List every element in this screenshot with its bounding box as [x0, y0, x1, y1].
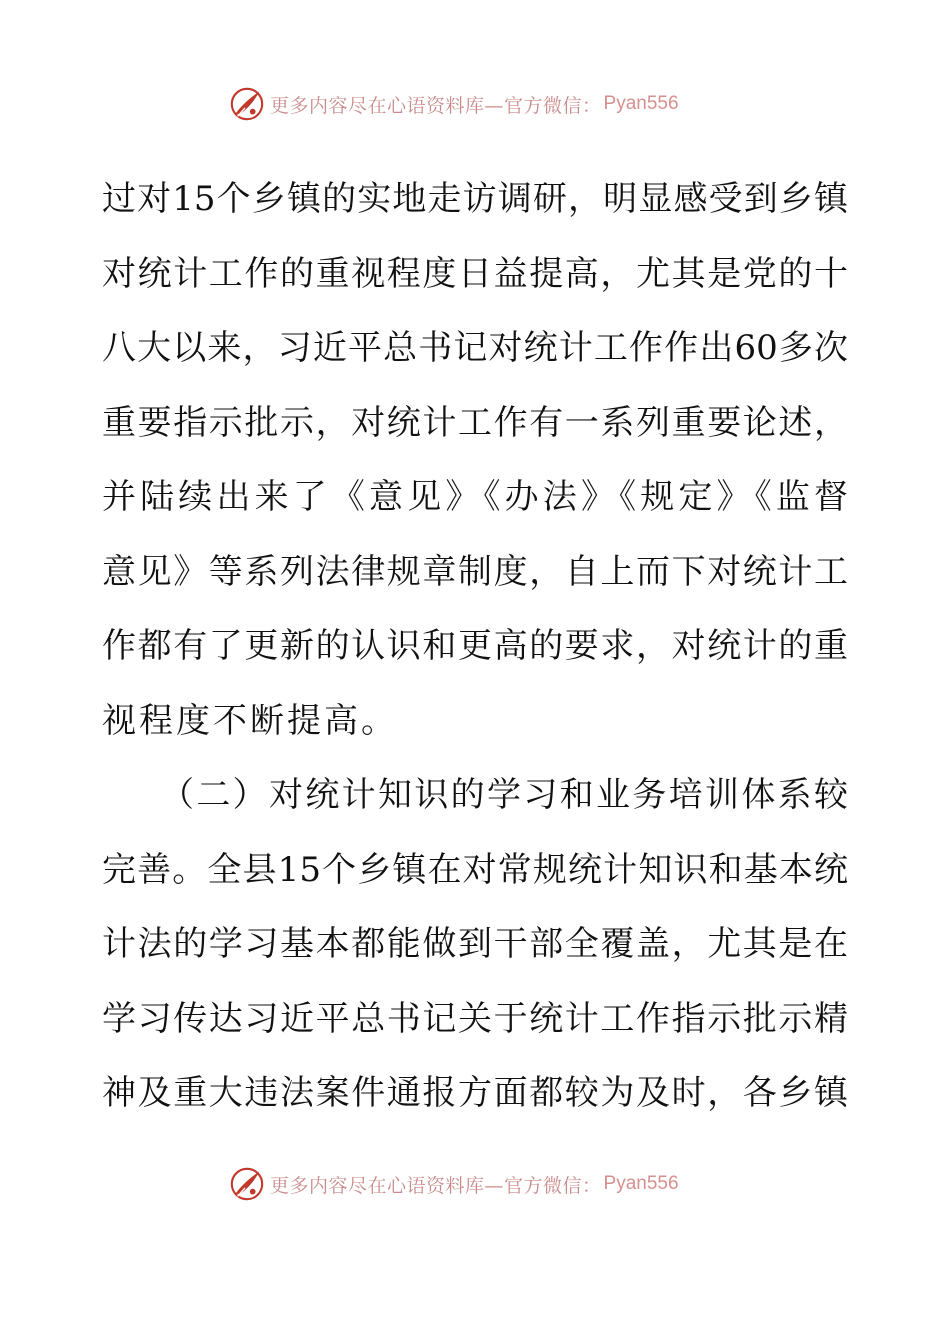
text-line: 八大以来，习近平总书记对统计工作作出60多次: [102, 328, 848, 368]
text-line: 作都有了更新的认识和更高的要求，对统计的重: [102, 626, 848, 666]
text-line: 视程度不断提高。: [102, 700, 398, 741]
footer-watermark: [228, 1164, 679, 1204]
quill-logo-icon: [228, 1165, 266, 1203]
watermark-text: 更多内容尽在心语资料库—官方微信：: [270, 94, 602, 117]
header-watermark: [228, 84, 679, 124]
watermark-wechat-id: Pyan556: [603, 93, 679, 114]
watermark-wechat-id: Pyan556: [603, 1173, 679, 1194]
body-text: [102, 162, 848, 1131]
section-heading-line: （二）对统计知识的学习和业务培训体系较: [160, 775, 848, 815]
text-line: 完善。全县15个乡镇在对常规统计知识和基本统: [102, 849, 848, 890]
text-line: 重要指示批示，对统计工作有一系列重要论述，: [102, 402, 848, 443]
text-line: 并陆续出来了《意见》《办法》《规定》《监督: [102, 477, 848, 517]
text-line: 过对15个乡镇的实地走访调研，明显感受到乡镇: [102, 179, 848, 219]
text-line: 学习传达习近平总书记关于统计工作指示批示精: [102, 998, 848, 1039]
text-line: 意见》等系列法律规章制度，自上而下对统计工: [102, 551, 848, 592]
watermark-text: 更多内容尽在心语资料库—官方微信：: [270, 1174, 602, 1197]
text-line: 神及重大违法案件通报方面都较为及时，各乡镇: [102, 1073, 848, 1113]
text-line: 对统计工作的重视程度日益提高，尤其是党的十: [102, 253, 848, 294]
text-line: 计法的学习基本都能做到干部全覆盖，尤其是在: [102, 924, 848, 964]
quill-logo-icon: [228, 85, 266, 123]
